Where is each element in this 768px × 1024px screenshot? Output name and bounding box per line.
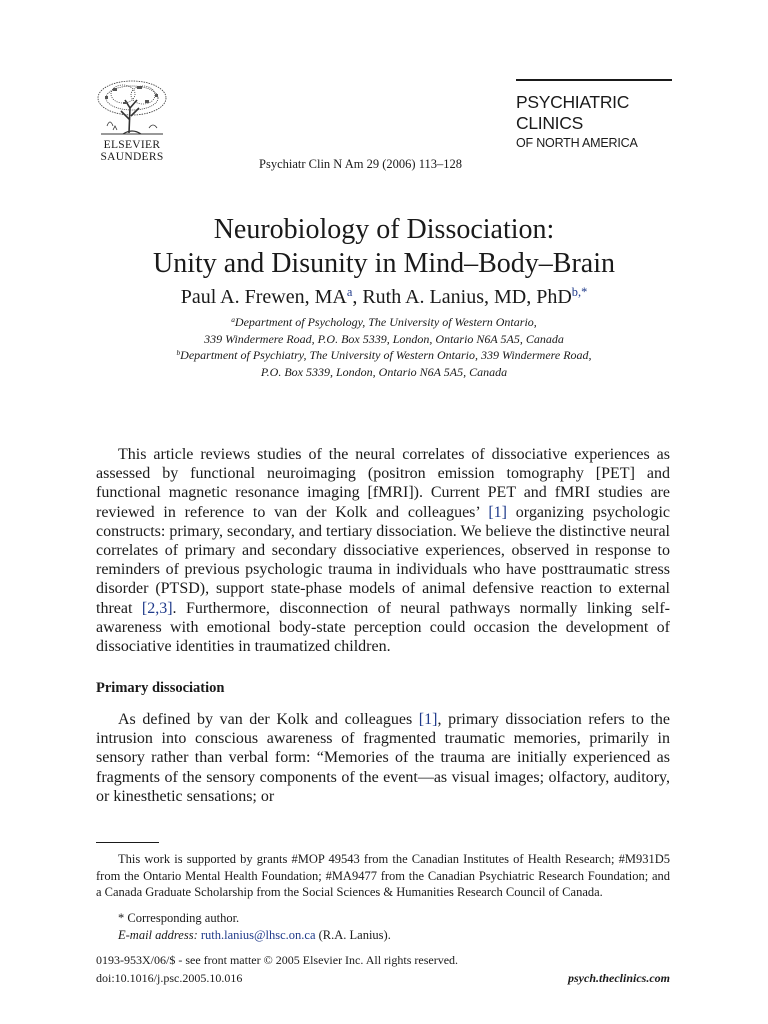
- affiliation-marker[interactable]: a: [346, 285, 353, 300]
- affiliation-text: Department of Psychology, The University of Western Ontario,: [234, 315, 537, 329]
- citation-link[interactable]: [2,3]: [141, 599, 173, 617]
- corresponding-author-note: * Corresponding author.: [118, 911, 240, 925]
- brand-rule: [516, 79, 672, 81]
- author-name: Ruth A. Lanius, MD, PhD: [362, 286, 572, 308]
- citation-link[interactable]: [1]: [488, 503, 507, 521]
- publisher-name: ELSEVIER: [103, 139, 161, 151]
- journal-citation: Psychiatr Clin N Am 29 (2006) 113–128: [259, 157, 463, 171]
- author-name: Paul A. Frewen, MA: [180, 286, 347, 308]
- abstract-paragraph: [96, 445, 670, 656]
- body-paragraph: [96, 710, 670, 827]
- abstract-text: This article reviews studies of the neural correlates of dissociative experiences as assessed by functional neuroimaging (positron emission tomography [PET] and functional magnetic resonance imaging [fMRI]). Current PET and fMRI studies are reviewed in reference to van der Kolk and colleagues’: [96, 446, 670, 521]
- citation-link[interactable]: [1]: [418, 711, 438, 728]
- affiliations: [60, 314, 708, 380]
- journal-brand-line-2: CLINICS: [516, 113, 583, 133]
- journal-url[interactable]: psych.theclinics.com: [568, 971, 670, 985]
- affiliation-text: 339 Windermere Road, P.O. Box 5339, London, Ontario N6A 5A5, Canada: [204, 331, 564, 346]
- affiliation-line: [60, 347, 708, 364]
- affiliation-text: Department of Psychiatry, The University of Western Ontario, 339 Windermere Road,: [180, 348, 592, 362]
- journal-brand-line-3: OF NORTH AMERICA: [516, 136, 638, 150]
- abstract-text: . Furthermore, disconnection of neural pathways normally linking self-awareness with emotional body-state perception could occasion the development of dissociative identities in traumatized children.: [96, 599, 671, 656]
- publisher-logo: [92, 78, 172, 163]
- affiliation-marker[interactable]: b,*: [571, 285, 588, 300]
- email-label: E-mail address:: [118, 928, 198, 942]
- tree-logo-icon: [93, 78, 171, 136]
- article-title: Neurobiology of Dissociation: Unity and Disunity in Mind–Body–Brain: [153, 214, 615, 279]
- publisher-imprint: SAUNDERS: [100, 151, 164, 163]
- journal-brand-line-1: PSYCHIATRIC: [516, 92, 630, 112]
- body-text: As defined by van der Kolk and colleagues: [118, 711, 419, 728]
- author-list: [60, 284, 708, 310]
- affiliation-label: a: [231, 314, 235, 324]
- body-text: , primary dissociation refers to the intrusion into conscious awareness of fragmented traumatic memories, primarily in sensory rather than verbal form: “Memories of the trauma are initially experienced as fragments of the sensory components of the event—as visual images; olfactory, auditory, or kinesthetic sensations; or: [96, 711, 670, 805]
- email-footnote: [118, 927, 391, 944]
- affiliation-text: P.O. Box 5339, London, Ontario N6A 5A5, Canada: [260, 364, 508, 379]
- email-suffix: (R.A. Lanius).: [315, 928, 391, 942]
- abstract-text: organizing psychologic constructs: primary, secondary, and tertiary dissociation. We believe the distinctive neural correlates of primary and secondary dissociative experiences, observed in response to reminders of previous psychologic trauma in individuals who have posttraumatic stress disorder (PTSD), support state-phase models of animal defensive reaction to external threat: [96, 503, 671, 617]
- affiliation-line: [60, 331, 708, 348]
- affiliation-line: [60, 364, 708, 381]
- affiliation-label: b: [176, 347, 181, 357]
- doi-line: doi:10.1016/j.psc.2005.10.016: [96, 971, 243, 985]
- section-heading: Primary dissociation: [96, 680, 225, 696]
- affiliation-line: [60, 314, 708, 331]
- journal-brand: [516, 79, 672, 152]
- footnote-divider: [96, 842, 159, 843]
- copyright-line: 0193-953X/06/$ - see front matter © 2005 Elsevier Inc. All rights reserved.: [96, 953, 459, 967]
- funding-footnote: This work is supported by grants #MOP 49543 from the Canadian Institutes of Health Research; #M931D5 from the Ontario Mental Health Foundation; #MA9477 from the Canadian Psychiatric Research Foundation; and a Canada Graduate Scholarship from the Social Sciences & Humanities Research Council of Canada.: [96, 852, 670, 899]
- email-link[interactable]: ruth.lanius@lhsc.on.ca: [200, 928, 316, 942]
- author-separator: ,: [352, 286, 363, 308]
